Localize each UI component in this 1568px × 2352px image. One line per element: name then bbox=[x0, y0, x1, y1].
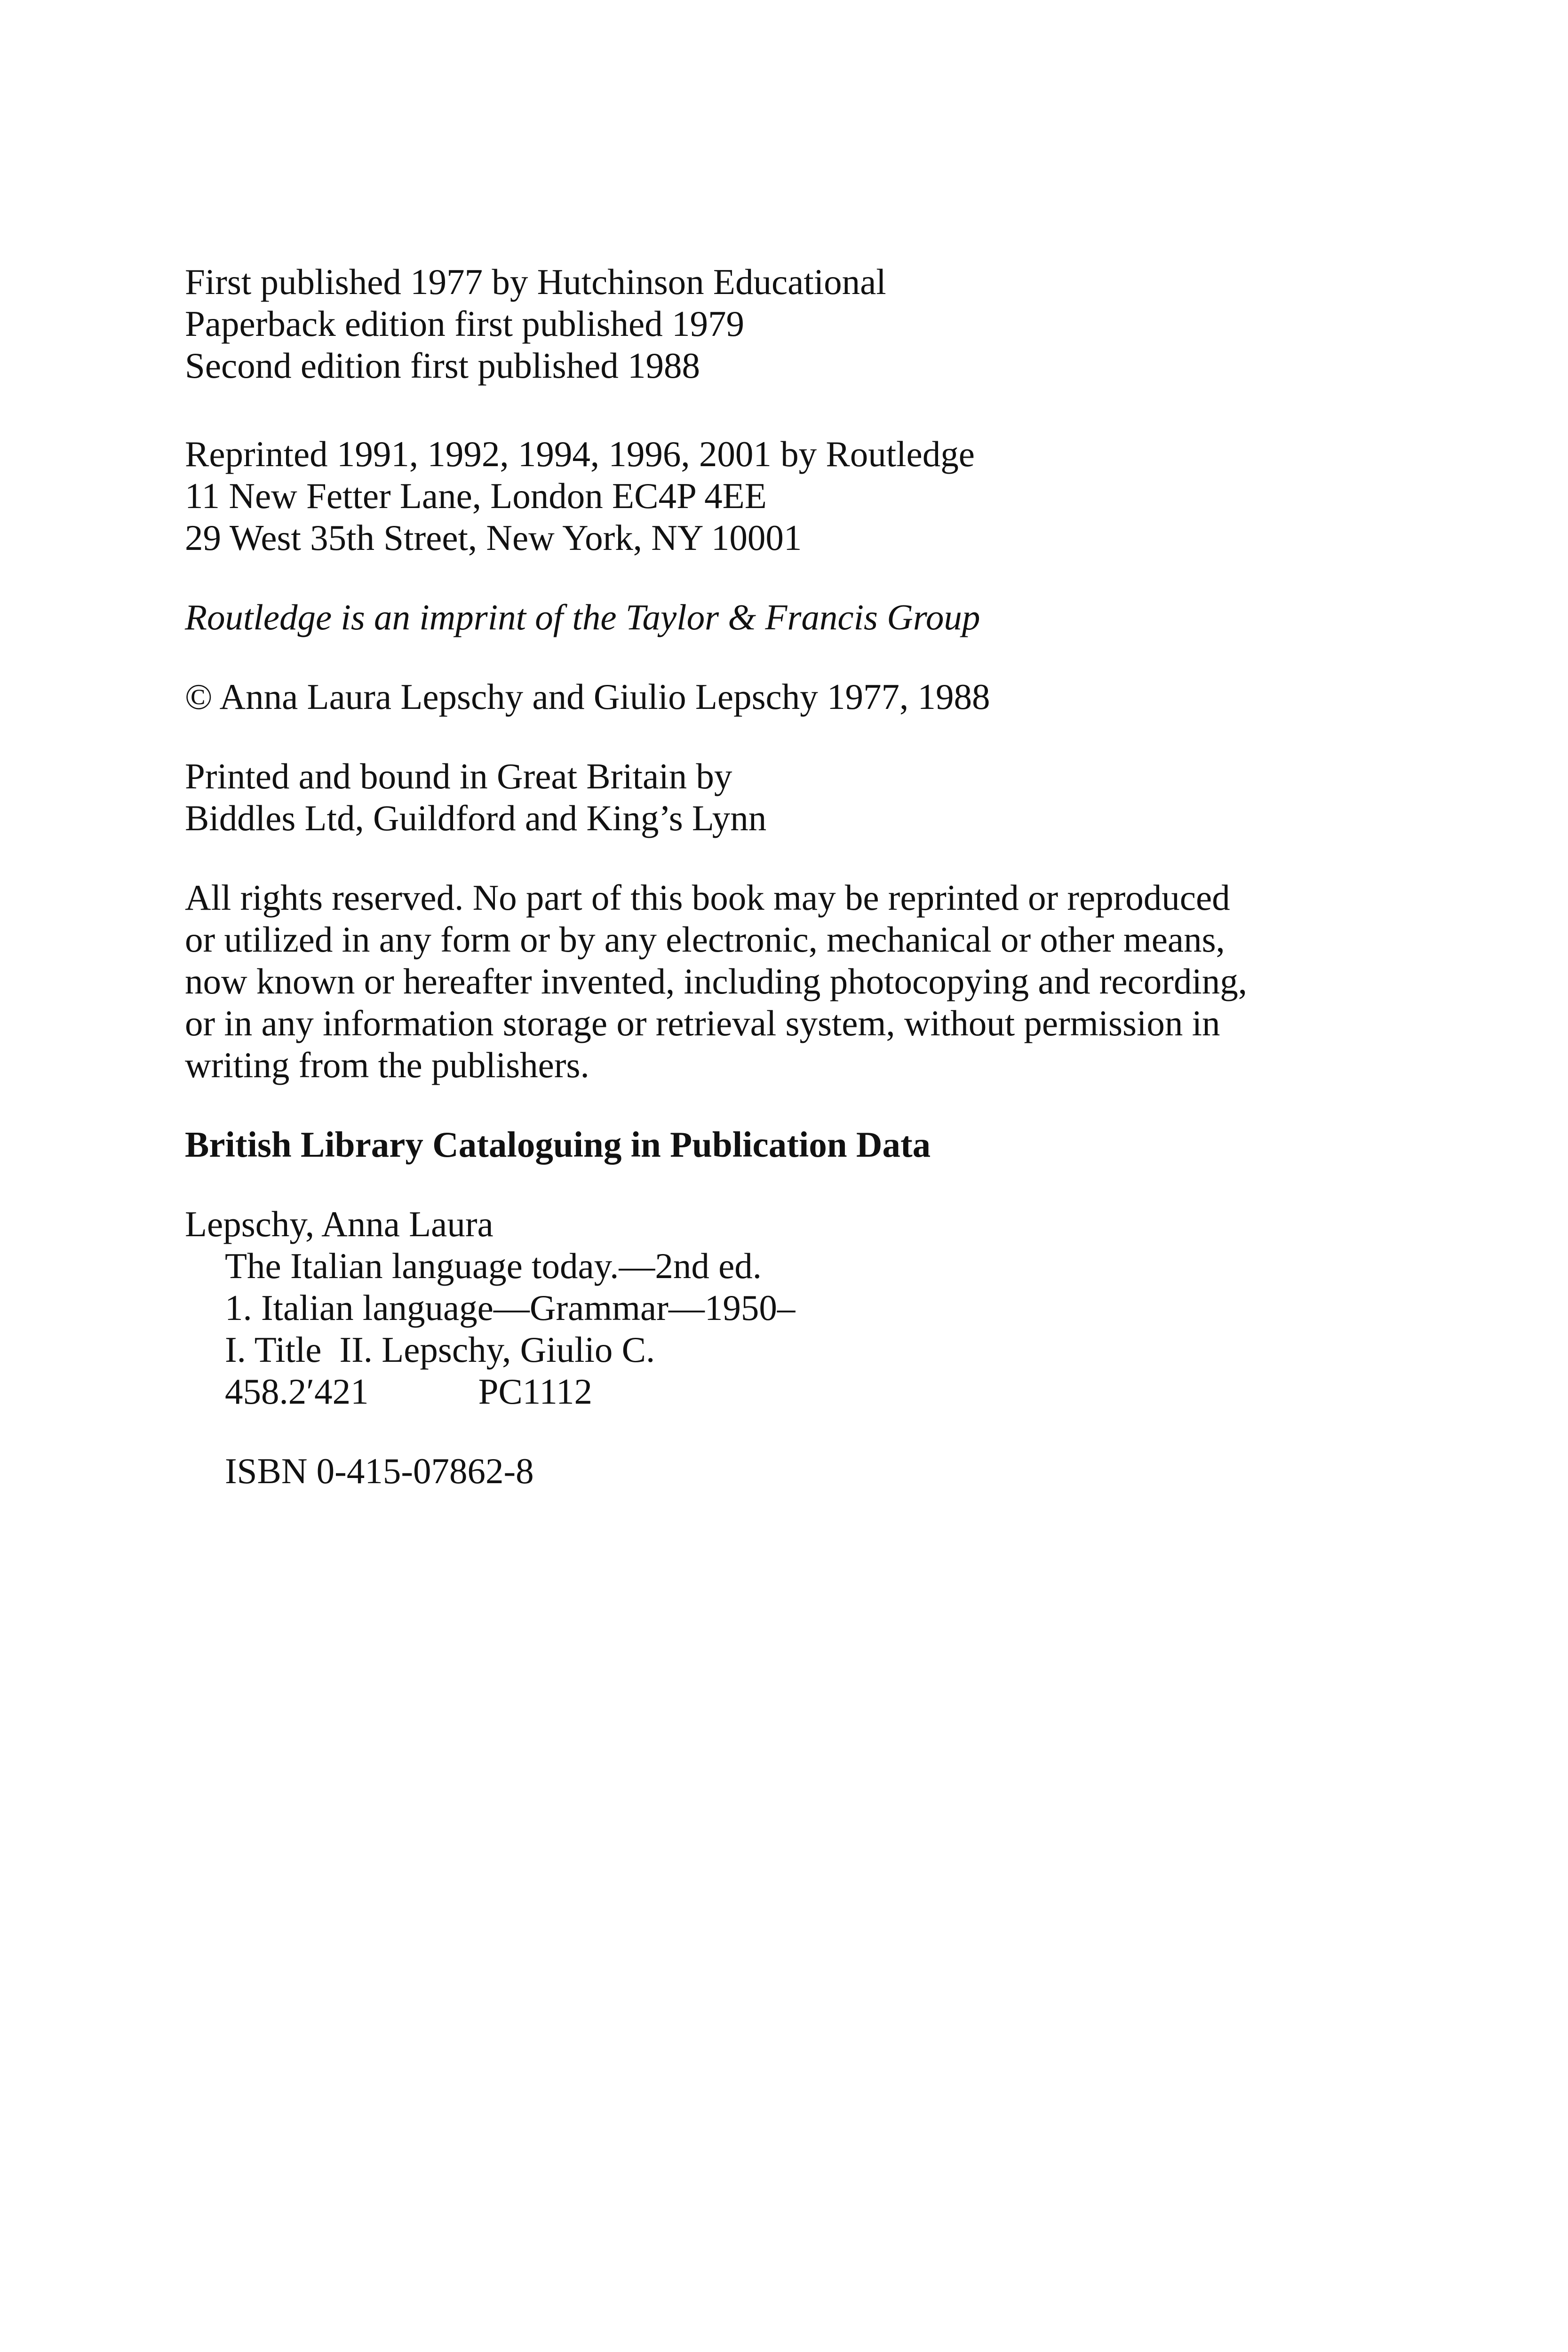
rights-line-4: or in any information storage or retrieval system, without permission in bbox=[185, 1003, 1220, 1043]
cip-added-coauthor: II. Lepschy, Giulio C. bbox=[339, 1329, 655, 1370]
cip-subject: 1. Italian language—Grammar—1950– bbox=[225, 1287, 796, 1328]
cip-record bbox=[185, 1203, 1337, 1413]
rights-line-2: or utilized in any form or by any electronic, mechanical or other means, bbox=[185, 919, 1225, 960]
cip-heading-block bbox=[185, 1124, 1337, 1166]
printer-line-1: Printed and bound in Great Britain by bbox=[185, 756, 732, 796]
reprint-line: Reprinted 1991, 1992, 1994, 1996, 2001 by Routledge bbox=[185, 434, 975, 474]
cip-author: Lepschy, Anna Laura bbox=[185, 1204, 493, 1244]
rights-line-3: now known or hereafter invented, including photocopying and recording, bbox=[185, 961, 1248, 1001]
copyright-page bbox=[185, 261, 1337, 1492]
printer-info bbox=[185, 755, 1337, 839]
reprint-info bbox=[185, 433, 1337, 559]
copyright-block bbox=[185, 676, 1337, 718]
imprint-note: Routledge is an imprint of the Taylor & Francis Group bbox=[185, 597, 980, 637]
history-line-2: Paperback edition first published 1979 bbox=[185, 303, 744, 344]
history-line-1: First published 1977 by Hutchinson Educational bbox=[185, 262, 886, 302]
newyork-address: 29 West 35th Street, New York, NY 10001 bbox=[185, 517, 802, 558]
rights-statement bbox=[185, 877, 1337, 1086]
history-line-3: Second edition first published 1988 bbox=[185, 345, 700, 386]
cip-classification bbox=[185, 1371, 1337, 1413]
rights-line-1: All rights reserved. No part of this book may be reprinted or reproduced bbox=[185, 877, 1230, 918]
cip-dewey: 458.2′421 bbox=[225, 1371, 369, 1412]
cip-title-line: The Italian language today.—2nd ed. bbox=[225, 1246, 762, 1286]
isbn-block bbox=[185, 1450, 1337, 1492]
rights-line-5: writing from the publishers. bbox=[185, 1045, 589, 1085]
isbn: ISBN 0-415-07862-8 bbox=[225, 1451, 534, 1491]
cip-added-entries bbox=[185, 1329, 1337, 1371]
cip-heading: British Library Cataloguing in Publication Data bbox=[185, 1124, 931, 1165]
copyright-notice: © Anna Laura Lepschy and Giulio Lepschy 1977, 1988 bbox=[185, 676, 990, 717]
cip-lc: PC1112 bbox=[478, 1371, 593, 1412]
london-address: 11 New Fetter Lane, London EC4P 4EE bbox=[185, 476, 767, 516]
publication-history bbox=[185, 261, 1337, 387]
printer-line-2: Biddles Ltd, Guildford and King’s Lynn bbox=[185, 798, 767, 838]
imprint-note-block bbox=[185, 596, 1337, 638]
cip-added-title: I. Title bbox=[225, 1329, 322, 1370]
